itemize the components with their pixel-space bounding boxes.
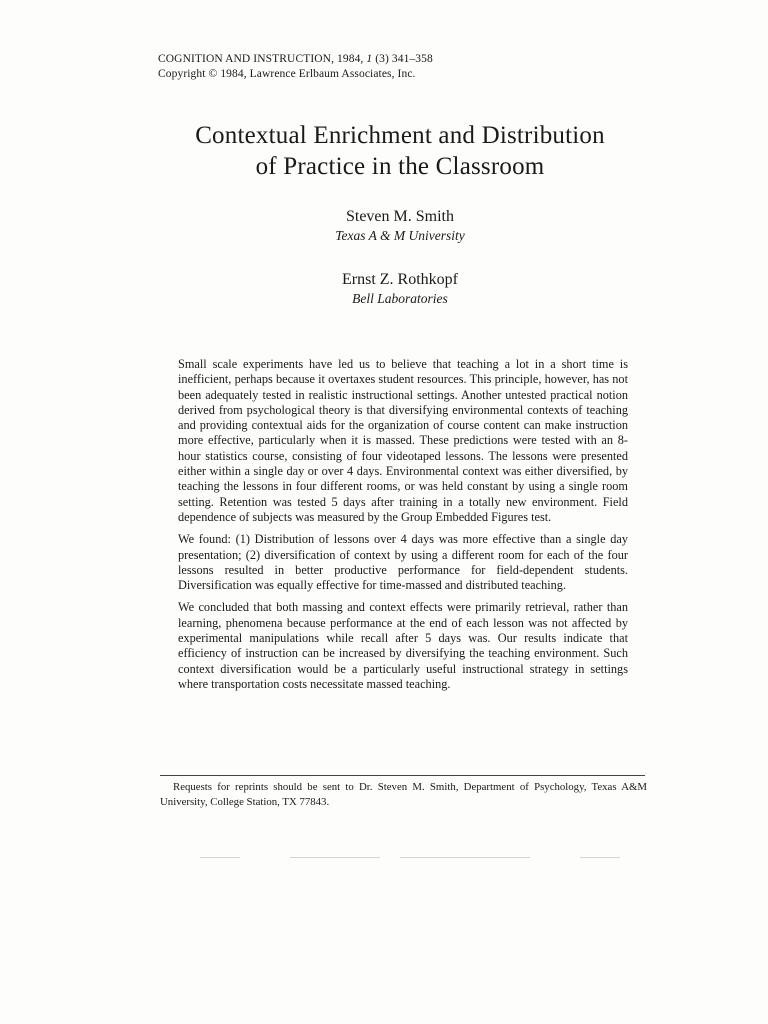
author-name: Ernst Z. Rothkopf [342, 271, 458, 288]
abstract-paragraph: We concluded that both massing and context effects were primarily retrieval, rather than learning, phenomena because performance at the end of each lesson was not affected by experimental manipulations while recall after 5 days was. Our results indicate that efficiency of instruction can be increased by diversifying the teaching environment. Such context diversification would be a particularly useful instructional strategy in settings where transportation costs necessitate massed teaching. [178, 600, 628, 691]
scan-artifact [580, 857, 620, 858]
author-affiliation: Bell Laboratories [352, 291, 448, 306]
scan-artifact [200, 857, 240, 858]
journal-issue-pages: (3) 341–358 [372, 53, 433, 65]
abstract-paragraph: We found: (1) Distribution of lessons over 4 days was more effective than a single day presentation; (2) diversification of context by using a different room for each of the four lessons resulted in better productive performance for field-dependent students. Diversification was equally effective for time-massed and distributed teaching. [178, 532, 628, 593]
abstract-paragraph: Small scale experiments have led us to believe that teaching a lot in a short time is inefficient, perhaps because it overtaxes student resources. This principle, however, has not been adequately tested in realistic instructional settings. Another untested practical notion derived from psychological theory is that diversifying environmental contexts of teaching and providing contextual aids for the organization of course content can make instruction more effective, particularly when it is massed. These predictions were tested with an 8-hour statistics course, consisting of four videotaped lessons. The lessons were presented either within a single day or over 4 days. Environmental context was either diversified, by teaching the lessons in four different rooms, or was held constant by using a single room setting. Retention was tested 5 days after training in a totally new environment. Field dependence of subjects was measured by the Group Embedded Figures test. [178, 357, 628, 524]
copyright-line: Copyright © 1984, Lawrence Erlbaum Associates, Inc. [158, 68, 416, 80]
journal-name: COGNITION AND INSTRUCTION, 1984, [158, 53, 367, 65]
author-name: Steven M. Smith [345, 208, 454, 225]
title-line-1: Contextual Enrichment and Distribution [195, 122, 605, 149]
article-title [120, 120, 680, 182]
journal-citation [158, 52, 433, 67]
abstract [178, 357, 628, 699]
journal-header [158, 52, 433, 82]
scan-artifact [290, 857, 380, 858]
title-line-2: of Practice in the Classroom [255, 153, 545, 180]
author-block [250, 207, 550, 244]
author-affiliation: Texas A & M University [335, 228, 465, 243]
journal-volume: 1 [366, 53, 373, 65]
scan-artifact [400, 857, 530, 858]
reprint-footnote: Requests for reprints should be sent to Dr. Steven M. Smith, Department of Psychology, Texas A&M University, College Station, TX 77843. [160, 781, 647, 808]
footnote-rule [160, 775, 645, 776]
author-block [250, 270, 550, 307]
